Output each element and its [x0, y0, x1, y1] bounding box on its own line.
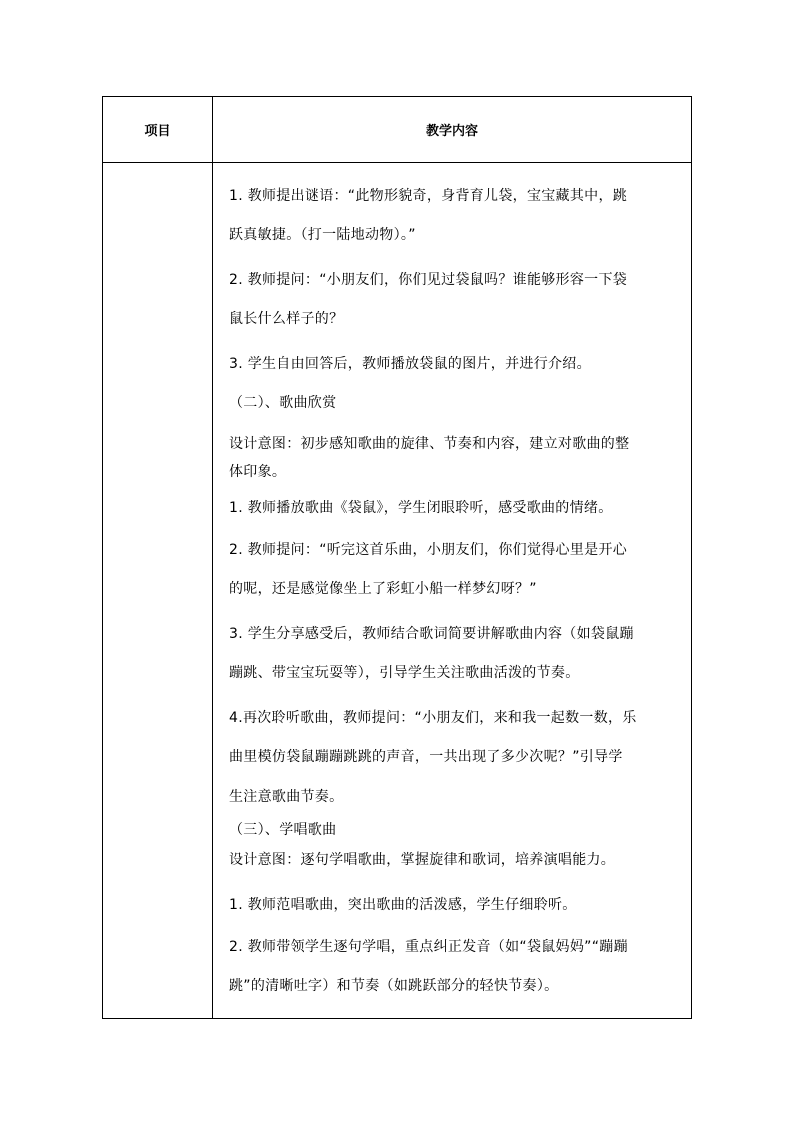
- content-line: 蹦跳、带宝宝玩耍等），引导学生关注歌曲活泼的节奏。: [229, 665, 580, 681]
- column-divider: [212, 97, 213, 1018]
- content-line: 1. 教师提出谜语：“此物形貌奇，身背育儿袋，宝宝藏其中，跳: [229, 188, 628, 204]
- section-heading: （三）、学唱歌曲: [229, 822, 337, 838]
- content-line: 设计意图：初步感知歌曲的旋律、节奏和内容，建立对歌曲的整: [229, 436, 630, 452]
- content-line: 的呢，还是感觉像坐上了彩虹小船一样梦幻呀？”: [229, 581, 537, 597]
- content-line: 3. 学生分享感受后，教师结合歌词简要讲解歌曲内容（如袋鼠蹦: [229, 626, 634, 642]
- content-line: 1. 教师播放歌曲《袋鼠》，学生闭眼聆听，感受歌曲的情绪。: [229, 500, 613, 516]
- content-line: 曲里模仿袋鼠蹦蹦跳跳的声音，一共出现了多少次呢？”引导学: [229, 749, 623, 765]
- header-content: 教学内容: [425, 124, 478, 139]
- content-line: 跳”的清晰吐字）和节奏（如跳跃部分的轻快节奏）。: [229, 978, 559, 994]
- content-line: 鼠长什么样子的？: [229, 311, 344, 327]
- content-line: 生注意歌曲节奏。: [229, 789, 344, 805]
- content-line: 2. 教师提问：“听完这首乐曲，小朋友们，你们觉得心里是开心: [229, 542, 628, 558]
- content-line: 跃真敏捷。（打一陆地动物）。”: [229, 227, 416, 243]
- header-item: 项目: [144, 124, 171, 139]
- content-line: 设计意图：逐句学唱歌曲，掌握旋律和歌词，培养演唱能力。: [229, 852, 616, 868]
- section-heading: （二）、歌曲欣赏: [229, 395, 337, 411]
- content-line: 2. 教师提问：“小朋友们，你们见过袋鼠吗？谁能够形容一下袋: [229, 272, 628, 288]
- header-divider: [103, 162, 691, 163]
- content-line: 3. 学生自由回答后，教师播放袋鼠的图片，并进行介绍。: [229, 356, 591, 372]
- content-line: 1. 教师范唱歌曲，突出歌曲的活泼感，学生仔细聆听。: [229, 897, 577, 913]
- content-line: 体印象。: [229, 464, 287, 480]
- content-line: 2. 教师带领学生逐句学唱，重点纠正发音（如“袋鼠妈妈”“蹦蹦: [229, 939, 628, 955]
- content-line: 4.再次聆听歌曲，教师提问：“小朋友们，来和我一起数一数，乐: [229, 710, 637, 726]
